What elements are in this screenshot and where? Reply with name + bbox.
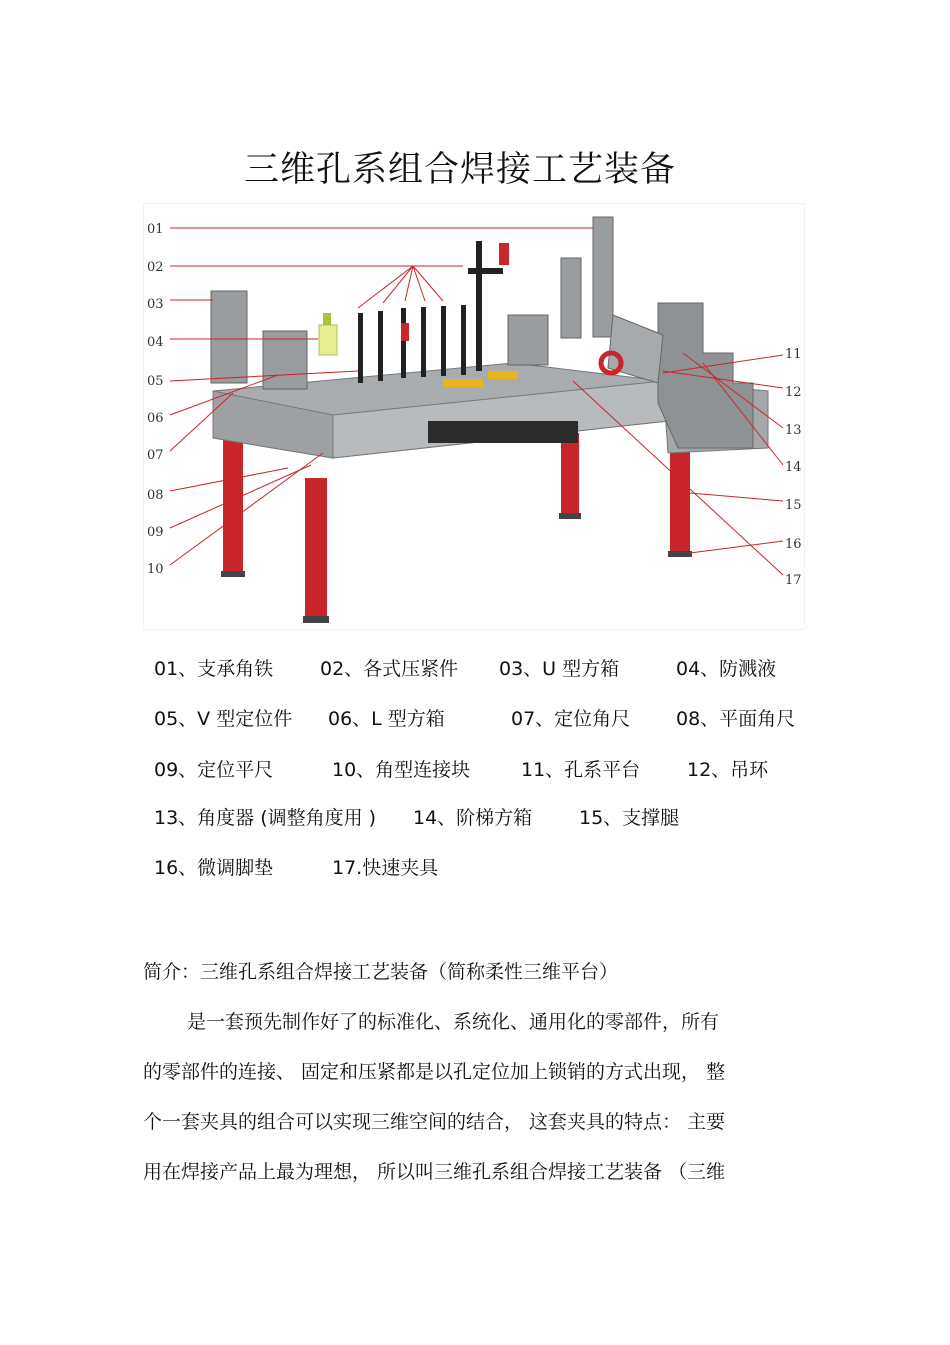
callout-label: 15 [785, 498, 802, 513]
legend-item: 13、角度器 (调整角度用 ) [154, 807, 377, 829]
legend-item: 14、阶梯方箱 [413, 807, 533, 829]
legend-item: 10、角型连接块 [332, 759, 471, 781]
callout-label: 04 [147, 335, 164, 350]
legend-item: 09、定位平尺 [154, 759, 274, 781]
legend-item: 02、各式压紧件 [320, 658, 459, 680]
page-title: 三维孔系组合焊接工艺装备 [243, 150, 676, 190]
legend-item: 08、平面角尺 [676, 708, 796, 730]
legend-item: 06、L 型方箱 [328, 708, 445, 730]
intro-line: 用在焊接产品上最为理想， 所以叫三维孔系组合焊接工艺装备 （三维 [143, 1161, 726, 1183]
callout-label: 11 [785, 347, 802, 362]
callout-label: 05 [147, 374, 164, 389]
legend-item: 15、支撑腿 [579, 807, 680, 829]
callout-label: 07 [147, 448, 164, 463]
callout-label: 12 [785, 385, 802, 400]
legend-item: 05、V 型定位件 [154, 708, 293, 730]
callout-label: 02 [147, 260, 164, 275]
callout-label: 01 [147, 222, 164, 237]
legend-item: 04、防溅液 [676, 658, 777, 680]
legend-item: 16、微调脚垫 [154, 857, 274, 879]
welding-table-figure [143, 203, 805, 630]
legend-item: 03、U 型方箱 [499, 658, 620, 680]
legend-item: 17.快速夹具 [332, 857, 439, 879]
intro-line: 是一套预先制作好了的标准化、系统化、通用化的零部件，所有 [187, 1011, 720, 1033]
callout-label: 06 [147, 411, 164, 426]
callout-label: 16 [785, 537, 802, 552]
callout-label: 10 [147, 562, 164, 577]
callout-label: 09 [147, 525, 164, 540]
callout-label: 14 [785, 460, 802, 475]
legend-item: 12、吊环 [687, 759, 769, 781]
callout-label: 08 [147, 488, 164, 503]
legend-item: 11、孔系平台 [521, 759, 641, 781]
legend-item: 07、定位角尺 [511, 708, 631, 730]
callout-label: 17 [785, 573, 802, 588]
legend-item: 01、支承角铁 [154, 658, 274, 680]
intro-line: 个一套夹具的组合可以实现三维空间的结合， 这套夹具的特点： 主要 [143, 1111, 726, 1133]
callout-label: 03 [147, 297, 164, 312]
callout-label: 13 [785, 423, 802, 438]
intro-line: 的零部件的连接、 固定和压紧都是以孔定位加上锁销的方式出现， 整 [143, 1061, 726, 1083]
intro-heading: 简介：三维孔系组合焊接工艺装备（简称柔性三维平台） [143, 961, 619, 983]
